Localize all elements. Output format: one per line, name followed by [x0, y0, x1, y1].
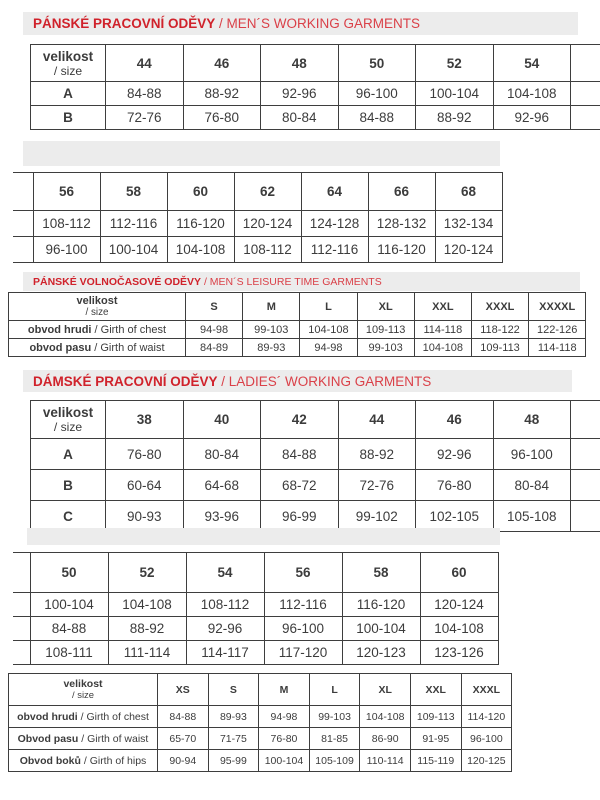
size-cell: XL: [357, 293, 414, 321]
row-label-rest: / Girth of chest: [91, 323, 167, 336]
value-cell: 114-118: [529, 339, 586, 357]
value-cell: 115-119: [410, 750, 461, 772]
section-title-sub: / MEN´S WORKING GARMENTS: [215, 16, 421, 31]
table-header-row: [13, 553, 498, 593]
row-label-bold: obvod hrudi: [27, 323, 92, 336]
men-working-table-56-68: [13, 172, 503, 263]
value-cell: 89-93: [208, 706, 259, 728]
value-cell: 95-99: [208, 750, 259, 772]
value-cell: 116-120: [167, 211, 234, 237]
value-cell: 80-84: [493, 470, 571, 501]
size-cell: 58: [100, 173, 167, 211]
value-cell: 94-98: [186, 321, 243, 339]
table-row: [13, 211, 502, 237]
value-cell: 117-120: [264, 641, 342, 665]
value-cell: 84-88: [30, 617, 108, 641]
size-cell: 42: [261, 401, 339, 439]
value-cell: 64-68: [183, 470, 261, 501]
size-header-bold: velikost: [42, 405, 94, 420]
value-cell: 114-117: [186, 641, 264, 665]
table-row: [31, 439, 600, 470]
table-row: [9, 750, 512, 772]
table-row: [9, 706, 512, 728]
value-cell: 122-126: [529, 321, 586, 339]
value-cell: 96-100: [33, 237, 100, 263]
section-title-main: DÁMSKÉ PRACOVNÍ ODĚVY: [33, 373, 218, 389]
value-cell: 109-113: [410, 706, 461, 728]
size-cell: M: [243, 293, 300, 321]
value-cell: 94-98: [259, 706, 310, 728]
value-cell: 88-92: [338, 439, 416, 470]
section-title-main: PÁNSKÉ VOLNOČASOVÉ ODĚVY: [33, 275, 202, 288]
table-row: [31, 82, 600, 106]
clipped-label-cell: [13, 211, 33, 237]
value-cell: 105-108: [493, 501, 571, 532]
value-cell: 108-112: [186, 593, 264, 617]
value-cell: 110-114: [360, 750, 411, 772]
value-cell: 128-132: [368, 211, 435, 237]
value-cell: 71-75: [208, 728, 259, 750]
value-cell: 76-80: [106, 439, 184, 470]
row-label-cell: [9, 728, 158, 750]
value-cell: 116-120: [368, 237, 435, 263]
ladies-working-table-50-60: [13, 552, 499, 665]
value-cell: 72-76: [106, 106, 184, 130]
size-header-bold: velikost: [63, 678, 103, 690]
value-cell: 80-84: [183, 439, 261, 470]
value-cell: 92-96: [261, 82, 339, 106]
row-label-cell: [9, 339, 186, 357]
row-label-rest: / Girth of hips: [80, 754, 147, 767]
size-header-sub: / size: [85, 307, 109, 318]
row-label-bold: Obvod pasu: [17, 732, 79, 745]
row-label-cell: C: [31, 501, 106, 532]
size-header-sub: / size: [71, 690, 95, 701]
section-title-men-working: [23, 12, 578, 35]
value-cell: 96-100: [493, 439, 571, 470]
table-header-row: [9, 674, 512, 706]
value-cell: 100-104: [342, 617, 420, 641]
value-cell: 96-100: [338, 82, 416, 106]
size-cell: S: [186, 293, 243, 321]
value-cell: 120-125: [461, 750, 512, 772]
size-cell: 52: [108, 553, 186, 593]
value-cell: 76-80: [416, 470, 494, 501]
table-row: [13, 641, 498, 665]
size-cell: XXXL: [461, 674, 512, 706]
value-cell: 92-96: [493, 106, 571, 130]
value-cell: 100-104: [259, 750, 310, 772]
size-cell: XS: [158, 674, 209, 706]
ladies-working-table-38-48: [30, 400, 600, 532]
value-cell: 108-112: [33, 211, 100, 237]
value-cell: 112-116: [264, 593, 342, 617]
size-cell: XL: [360, 674, 411, 706]
section-title-sub: / LADIES´ WORKING GARMENTS: [217, 373, 432, 389]
size-header-sub: / size: [53, 420, 83, 434]
size-cell: 44: [338, 401, 416, 439]
value-cell: 94-98: [300, 339, 357, 357]
value-cell: 109-113: [357, 321, 414, 339]
size-cell: 50: [338, 45, 416, 82]
row-label-cell: A: [31, 82, 106, 106]
value-cell: 108-111: [30, 641, 108, 665]
value-cell: 88-92: [108, 617, 186, 641]
value-cell: 88-92: [183, 82, 261, 106]
size-cell: L: [309, 674, 360, 706]
size-cell: 48: [493, 401, 571, 439]
size-cell: XXL: [410, 674, 461, 706]
value-cell: 105-109: [309, 750, 360, 772]
size-header-bold: velikost: [42, 48, 94, 64]
clipped-value-cell: [571, 439, 600, 470]
size-cell: 62: [234, 173, 301, 211]
table-row: [31, 501, 600, 532]
table-row: [31, 106, 600, 130]
value-cell: 100-104: [416, 82, 494, 106]
value-cell: 124-128: [301, 211, 368, 237]
value-cell: 104-108: [300, 321, 357, 339]
size-header-bold: velikost: [76, 295, 118, 307]
value-cell: 99-102: [338, 501, 416, 532]
size-header-cell: [31, 45, 106, 82]
value-cell: 91-95: [410, 728, 461, 750]
value-cell: 102-105: [416, 501, 494, 532]
men-working-table-44-54: [30, 44, 600, 130]
size-cell: XXL: [414, 293, 471, 321]
value-cell: 108-112: [234, 237, 301, 263]
row-label-cell: B: [31, 106, 106, 130]
size-cell: 56: [264, 553, 342, 593]
clipped-value-cell: [571, 501, 600, 532]
table-header-row: [31, 401, 600, 439]
value-cell: 89-93: [243, 339, 300, 357]
value-cell: 80-84: [261, 106, 339, 130]
clipped-label-cell: [13, 593, 30, 617]
size-cell: 40: [183, 401, 261, 439]
value-cell: 104-108: [360, 706, 411, 728]
value-cell: 120-124: [435, 237, 502, 263]
value-cell: 104-108: [108, 593, 186, 617]
size-cell: 60: [167, 173, 234, 211]
clipped-value-cell: [571, 82, 600, 106]
size-cell: 48: [261, 45, 339, 82]
table-header-row: [13, 173, 502, 211]
clipped-size-cell: [571, 401, 600, 439]
value-cell: 72-76: [338, 470, 416, 501]
value-cell: 123-126: [420, 641, 498, 665]
value-cell: 76-80: [259, 728, 310, 750]
men-leisure-table: [8, 292, 586, 357]
table-row: [9, 339, 586, 357]
table-row: [13, 237, 502, 263]
value-cell: 104-108: [420, 617, 498, 641]
size-cell: 66: [368, 173, 435, 211]
table-row: [31, 470, 600, 501]
value-cell: 88-92: [416, 106, 494, 130]
row-label-rest: / Girth of waist: [91, 341, 165, 354]
row-label-cell: [9, 750, 158, 772]
size-cell: XXXXL: [529, 293, 586, 321]
value-cell: 100-104: [100, 237, 167, 263]
row-label-bold: obvod pasu: [29, 341, 92, 354]
size-header-cell: [9, 674, 158, 706]
value-cell: 116-120: [342, 593, 420, 617]
size-cell: 46: [416, 401, 494, 439]
value-cell: 84-88: [106, 82, 184, 106]
size-cell: 46: [183, 45, 261, 82]
table-row: [13, 617, 498, 641]
value-cell: 114-118: [414, 321, 471, 339]
clipped-label-cell: [13, 173, 33, 211]
separator-bar: [23, 141, 500, 166]
value-cell: 99-103: [309, 706, 360, 728]
row-label-bold: obvod hrudi: [17, 710, 78, 723]
value-cell: 92-96: [186, 617, 264, 641]
section-title-men-leisure: [23, 272, 580, 291]
value-cell: 84-88: [338, 106, 416, 130]
value-cell: 60-64: [106, 470, 184, 501]
size-cell: 64: [301, 173, 368, 211]
clipped-label-cell: [13, 641, 30, 665]
value-cell: 109-113: [471, 339, 528, 357]
separator-bar: [27, 528, 500, 545]
table-header-row: [31, 45, 600, 82]
value-cell: 96-100: [264, 617, 342, 641]
value-cell: 84-88: [261, 439, 339, 470]
row-label-rest: / Girth of chest: [77, 710, 149, 723]
table-row: [9, 728, 512, 750]
value-cell: 104-108: [414, 339, 471, 357]
value-cell: 104-108: [167, 237, 234, 263]
size-cell: L: [300, 293, 357, 321]
row-label-cell: B: [31, 470, 106, 501]
size-cell: 68: [435, 173, 502, 211]
row-label-bold: Obvod boků: [19, 754, 81, 767]
value-cell: 112-116: [100, 211, 167, 237]
value-cell: 90-94: [158, 750, 209, 772]
row-label-rest: / Girth of waist: [78, 732, 149, 745]
value-cell: 76-80: [183, 106, 261, 130]
value-cell: 132-134: [435, 211, 502, 237]
size-cell: 44: [106, 45, 184, 82]
size-cell: XXXL: [471, 293, 528, 321]
size-cell: 58: [342, 553, 420, 593]
value-cell: 84-88: [158, 706, 209, 728]
value-cell: 120-123: [342, 641, 420, 665]
size-cell: 50: [30, 553, 108, 593]
clipped-label-cell: [13, 553, 30, 593]
section-title-sub: / MEN´S LEISURE TIME GARMENTS: [201, 275, 382, 288]
value-cell: 111-114: [108, 641, 186, 665]
value-cell: 104-108: [493, 82, 571, 106]
size-cell: 52: [416, 45, 494, 82]
value-cell: 68-72: [261, 470, 339, 501]
clipped-label-cell: [13, 237, 33, 263]
section-title-ladies-working: [23, 370, 572, 392]
value-cell: 93-96: [183, 501, 261, 532]
value-cell: 99-103: [357, 339, 414, 357]
value-cell: 99-103: [243, 321, 300, 339]
value-cell: 100-104: [30, 593, 108, 617]
value-cell: 86-90: [360, 728, 411, 750]
value-cell: 81-85: [309, 728, 360, 750]
size-cell: 56: [33, 173, 100, 211]
size-cell: 38: [106, 401, 184, 439]
row-label-cell: A: [31, 439, 106, 470]
clipped-label-cell: [13, 617, 30, 641]
row-label-cell: [9, 321, 186, 339]
section-title-main: PÁNSKÉ PRACOVNÍ ODĚVY: [33, 16, 216, 31]
value-cell: 114-120: [461, 706, 512, 728]
value-cell: 118-122: [471, 321, 528, 339]
value-cell: 120-124: [420, 593, 498, 617]
clipped-value-cell: [571, 106, 600, 130]
ladies-measure-table: [8, 673, 512, 772]
row-label-cell: [9, 706, 158, 728]
value-cell: 84-89: [186, 339, 243, 357]
size-cell: S: [208, 674, 259, 706]
table-header-row: [9, 293, 586, 321]
size-header-sub: / size: [53, 63, 83, 78]
size-cell: 60: [420, 553, 498, 593]
size-header-cell: [31, 401, 106, 439]
value-cell: 112-116: [301, 237, 368, 263]
value-cell: 65-70: [158, 728, 209, 750]
clipped-size-cell: [571, 45, 600, 82]
value-cell: 96-99: [261, 501, 339, 532]
table-row: [13, 593, 498, 617]
size-cell: 54: [186, 553, 264, 593]
clipped-value-cell: [571, 470, 600, 501]
size-header-cell: [9, 293, 186, 321]
size-cell: M: [259, 674, 310, 706]
value-cell: 96-100: [461, 728, 512, 750]
table-row: [9, 321, 586, 339]
value-cell: 120-124: [234, 211, 301, 237]
value-cell: 92-96: [416, 439, 494, 470]
size-cell: 54: [493, 45, 571, 82]
value-cell: 90-93: [106, 501, 184, 532]
